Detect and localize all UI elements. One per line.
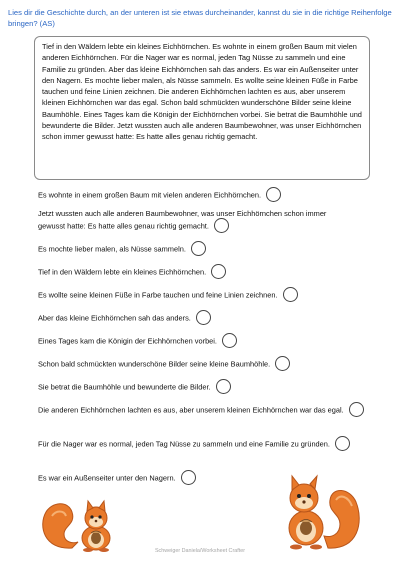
circle-icon[interactable] [349, 402, 364, 417]
sentence-text: Schon bald schmückten wunderschöne Bilder seine kleine Baumhöhle. [38, 359, 271, 369]
squirrel-icon [272, 472, 364, 552]
circle-icon[interactable] [216, 379, 231, 394]
sentence-text: Die anderen Eichhörnchen lachten es aus, aber unserem kleinen Eichhörnchen war das egal. [38, 405, 344, 415]
sentence-item [38, 437, 368, 471]
instruction-text: Lies dir die Geschichte durch, an der unteren ist sie etwas durcheinander, kannst du sie in die richtige Reihenfolge bringen? (AS) [8, 8, 392, 28]
circle-icon[interactable] [275, 356, 290, 371]
sentence-text: Es wohnte in einem großen Baum mit vielen anderen Eichhörnchen. [38, 190, 262, 200]
sentence-text: Es war ein Außenseiter unter den Nagern. [38, 473, 176, 483]
sentence-item [38, 208, 338, 242]
sentence-item [38, 380, 378, 403]
sentence-item [38, 242, 378, 265]
sentence-text: Für die Nager war es normal, jeden Tag Nüsse zu sammeln und eine Familie zu gründen. [38, 439, 330, 449]
sentence-item [38, 334, 378, 357]
circle-icon[interactable] [191, 241, 206, 256]
sentence-item [38, 188, 378, 208]
circle-icon[interactable] [196, 310, 211, 325]
footer-credit: Schweiger Daniela/Worksheet Crafter [154, 548, 246, 554]
story-box [34, 36, 370, 180]
sentence-text: Aber das kleine Eichhörnchen sah das anders. [38, 313, 191, 323]
circle-icon[interactable] [266, 187, 281, 202]
story-text: Tief in den Wäldern lebte ein kleines Eichhörnchen. Es wohnte in einem großen Baum mit vielen anderen Eichhörnchen. Für die Nager war es normal, jeden Tag Nüsse zu sammeln und eine Familie zu gründen. Aber das kleine Eichhörnchen sah das anders. Es war ein Außenseiter unter den Nagern. Es mochte lieber malen, als Nüsse sammeln. Es wollte seine kleinen Füße in Farbe tauchen und feine Linien zeichnen. Die anderen Eichhörnchen lachten es aus, aber unserem kleinen Eichhörnchen war das egal. Schon bald schmückten wunderschöne Bilder seine kleine Baumhöhle. Eines Tages kam die Königin der Eichhörnchen vorbei. Sie betrat die Baumhöhle und bewunderte die Bilder. Jetzt wussten auch alle anderen Baumbewohner, was unser Eichhörnchen schon immer gewusst hatte: Es hatte alles genau richtig gemacht. [42, 42, 362, 142]
sentence-text: Es mochte lieber malen, als Nüsse sammeln. [38, 244, 186, 254]
sentence-text: Tief in den Wäldern lebte ein kleines Eichhörnchen. [38, 267, 207, 277]
circle-icon[interactable] [211, 264, 226, 279]
sentence-item [38, 357, 378, 380]
sentence-text: Jetzt wussten auch alle anderen Baumbewohner, was unser Eichhörnchen schon immer gewusst hatte: Es hatte alles genau richtig gemacht. [38, 209, 327, 231]
sentence-item [38, 288, 378, 311]
circle-icon[interactable] [283, 287, 298, 302]
circle-icon[interactable] [214, 218, 229, 233]
sentence-list [38, 188, 378, 491]
sentence-item [38, 311, 378, 334]
circle-icon[interactable] [181, 470, 196, 485]
sentence-text: Eines Tages kam die Königin der Eichhörnchen vorbei. [38, 336, 217, 346]
squirrel-icon [38, 496, 130, 552]
sentence-item [38, 265, 378, 288]
sentence-text: Sie betrat die Baumhöhle und bewunderte die Bilder. [38, 382, 211, 392]
sentence-item [38, 403, 368, 437]
circle-icon[interactable] [335, 436, 350, 451]
sentence-text: Es wollte seine kleinen Füße in Farbe tauchen und feine Linien zeichnen. [38, 290, 278, 300]
circle-icon[interactable] [222, 333, 237, 348]
